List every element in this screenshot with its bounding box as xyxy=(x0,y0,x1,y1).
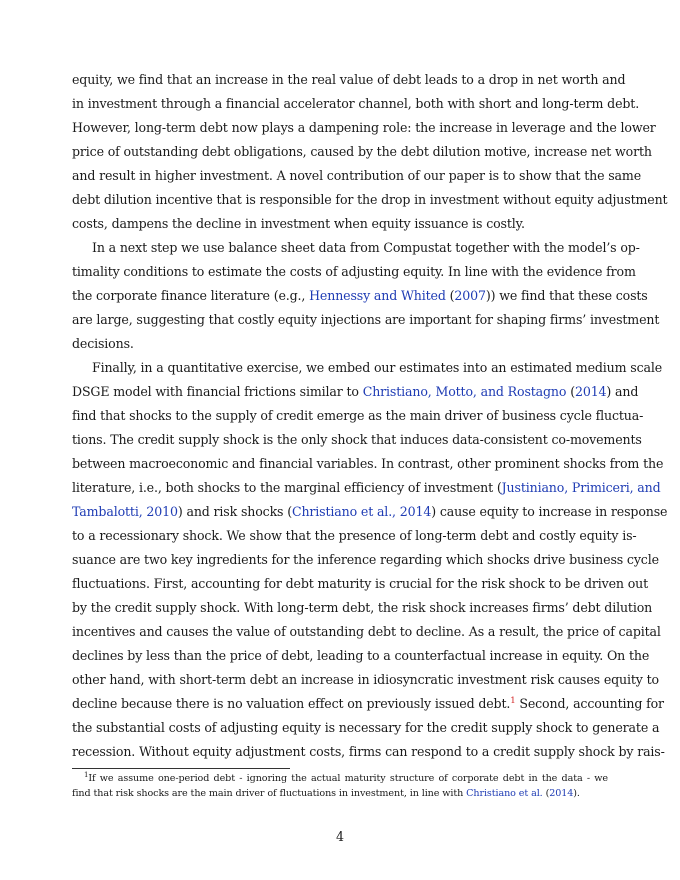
text-run: ) and risk shocks ( xyxy=(177,504,292,519)
body-text-line: equity, we find that an increase in the real value of debt leads to a drop in net worth and xyxy=(72,72,626,87)
citation-link[interactable]: Christiano, Motto, and Rostagno xyxy=(362,384,567,399)
footnote-divider xyxy=(72,768,290,769)
citation-link[interactable]: Justiniano, Primiceri, and xyxy=(501,480,661,495)
citation-link[interactable]: 2014 xyxy=(574,384,607,399)
text-run: If we assume one-period debt - ignoring the actual maturity structure of corporate debt in the data - we xyxy=(88,773,608,784)
body-text-line: price of outstanding debt obligations, caused by the debt dilution motive, increase net worth xyxy=(72,144,652,159)
body-text-line: the substantial costs of adjusting equity is necessary for the credit supply shock to generate a xyxy=(72,720,660,735)
footnote-mark: 1 xyxy=(84,771,89,779)
body-text-line: by the credit supply shock. With long-term debt, the risk shock increases firms’ debt dilution xyxy=(72,600,653,615)
body-text-line: decisions. xyxy=(72,336,134,351)
citation-link[interactable]: Hennessy and Whited xyxy=(309,288,446,303)
body-text-line: suance are two key ingredients for the inference regarding which shocks drive business cycle xyxy=(72,552,659,567)
body-text-line: other hand, with short-term debt an increase in idiosyncratic investment risk causes equity to xyxy=(72,672,659,687)
text-run: ( xyxy=(445,288,455,303)
text-run: )) we find that these costs xyxy=(485,288,648,303)
body-text-line: timality conditions to estimate the costs of adjusting equity. In line with the evidence from xyxy=(72,264,636,279)
citation-link[interactable]: Tambalotti, 2010 xyxy=(72,504,178,519)
text-run: ) cause equity to increase in response xyxy=(431,504,668,519)
body-text-line: Finally, in a quantitative exercise, we embed our estimates into an estimated medium scale xyxy=(92,360,663,375)
text-run: find that risk shocks are the main driver of fluctuations in investment, in line with xyxy=(72,788,467,799)
body-text-line: tions. The credit supply shock is the only shock that induces data-consistent co-movements xyxy=(72,432,642,447)
body-text-line xyxy=(72,382,639,402)
text-run: the corporate finance literature (e.g., xyxy=(72,288,310,303)
body-text-line: to a recessionary shock. We show that the presence of long-term debt and costly equity is- xyxy=(72,528,637,543)
body-text-line: In a next step we use balance sheet data from Compustat together with the model’s op- xyxy=(92,240,640,255)
body-text-line: are large, suggesting that costly equity injections are important for shaping firms’ investment xyxy=(72,312,660,327)
body-text-line xyxy=(72,478,661,498)
body-text-line: in investment through a financial accelerator channel, both with short and long-term debt. xyxy=(72,96,640,111)
body-text-line: incentives and causes the value of outstanding debt to decline. As a result, the price of capital xyxy=(72,624,661,639)
citation-link[interactable]: 2014 xyxy=(549,788,574,799)
body-text-line xyxy=(72,286,648,306)
body-text-line: recession. Without equity adjustment costs, firms can respond to a credit supply shock by rais- xyxy=(72,744,665,759)
text-run: decline because there is no valuation effect on previously issued debt. xyxy=(72,696,511,711)
footnote-reference[interactable]: 1 xyxy=(510,696,516,706)
body-text-line: costs, dampens the decline in investment when equity issuance is costly. xyxy=(72,216,525,231)
page-number: 4 xyxy=(335,829,344,844)
citation-link[interactable]: Christiano et al., 2014 xyxy=(291,504,432,519)
citation-link[interactable]: Christiano et al. xyxy=(466,788,543,799)
body-text-line: However, long-term debt now plays a dampening role: the increase in leverage and the lower xyxy=(72,120,656,135)
body-text-line xyxy=(72,694,664,714)
text-run: literature, i.e., both shocks to the marginal efficiency of investment ( xyxy=(72,480,502,495)
body-text-line: fluctuations. First, accounting for debt maturity is crucial for the risk shock to be driven out xyxy=(72,576,649,591)
body-text-line: find that shocks to the supply of credit emerge as the main driver of business cycle fluctua- xyxy=(72,408,644,423)
text-run: ( xyxy=(542,788,550,799)
body-text-line: and result in higher investment. A novel contribution of our paper is to show that the same xyxy=(72,168,641,183)
body-text-line: between macroeconomic and financial variables. In contrast, other prominent shocks from the xyxy=(72,456,664,471)
text-run: ( xyxy=(566,384,575,399)
body-text-line: declines by less than the price of debt, leading to a counterfactual increase in equity. On the xyxy=(72,648,650,663)
footnote-line xyxy=(72,771,608,786)
text-run: ) and xyxy=(606,384,639,399)
text-run: ). xyxy=(573,788,580,799)
footnote-line xyxy=(72,786,608,801)
text-run: DSGE model with financial frictions similar to xyxy=(72,384,363,399)
citation-link[interactable]: 2007 xyxy=(454,288,486,303)
body-text-line: debt dilution incentive that is responsible for the drop in investment without equity adjustment xyxy=(72,192,668,207)
body-text-line xyxy=(72,502,668,522)
text-run: Second, accounting for xyxy=(515,696,664,711)
